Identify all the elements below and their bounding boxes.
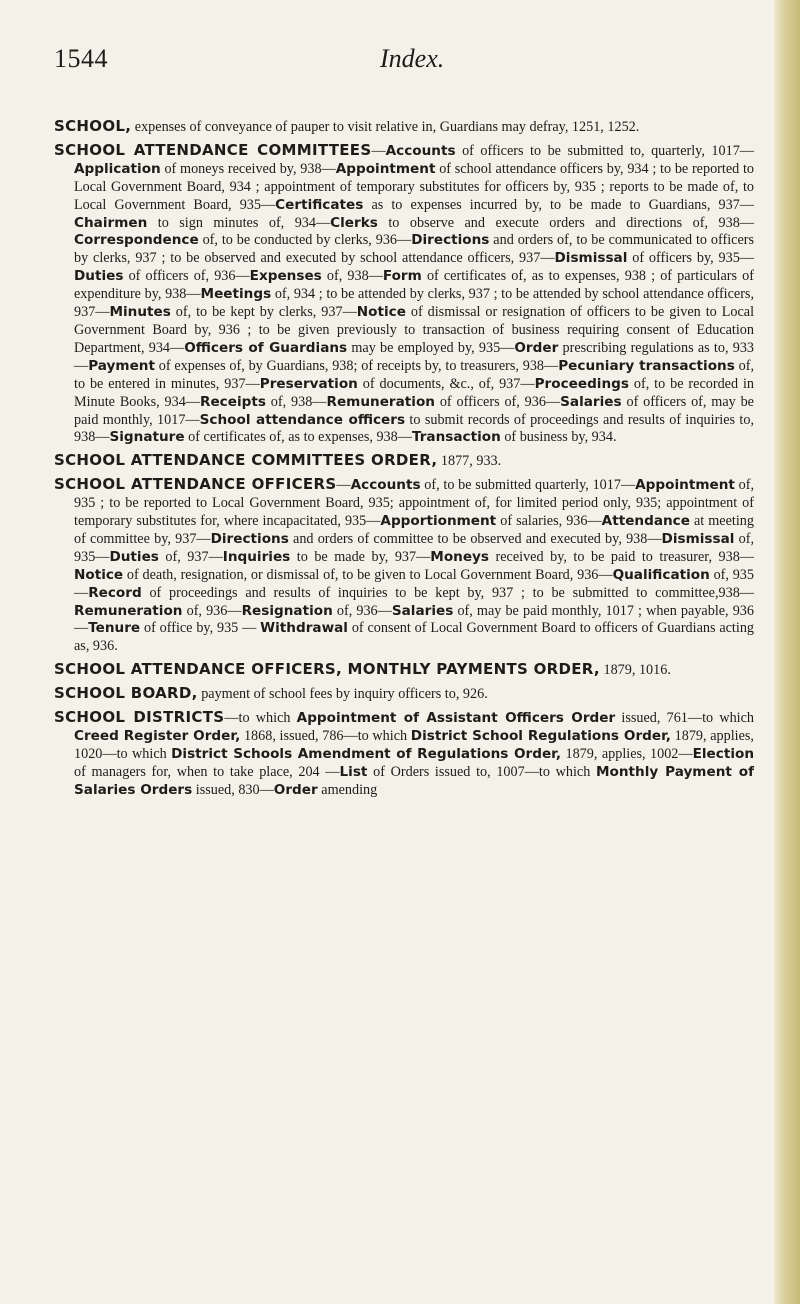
entry-text: prescribing regulations as to, 933— — [74, 339, 755, 374]
subheading: Appointment of Assistant Officers Order — [296, 710, 616, 727]
index-entry — [54, 661, 754, 680]
subheading: Appointment — [335, 160, 436, 177]
subheading: Transaction — [411, 429, 501, 446]
subheading: Order — [514, 339, 559, 356]
entry-headword: SCHOOL ATTENDANCE COMMITTEES ORDER, — [54, 451, 438, 470]
subheading: Election — [692, 745, 754, 762]
entry-text: of officers of, 936— — [434, 393, 561, 410]
index-entry — [54, 118, 754, 137]
page-number: 1544 — [54, 44, 108, 73]
subheading: District Schools Amendment of Regulations Order, — [171, 745, 562, 762]
entry-text: of salaries, 936— — [496, 513, 602, 530]
subheading: Duties — [74, 268, 124, 285]
entry-text: of consent of Local Government Board to officers of Guardians acting as, 936. — [74, 620, 755, 655]
subheading: Preservation — [259, 375, 358, 392]
entry-text: of proceedings and results of inquiries to be kept by, 937 ; to be submitted to committee,938— — [141, 584, 754, 601]
subheading: Proceedings — [534, 375, 629, 392]
entry-text: and orders of, to be communicated to officers by clerks, 937 ; to be observed and executed by school attendance officers, 937— — [74, 232, 755, 267]
entry-headword: SCHOOL ATTENDANCE OFFICERS — [54, 475, 337, 494]
entry-text: 1879, 1016. — [599, 662, 671, 679]
entry-headword: SCHOOL, — [54, 117, 132, 135]
entry-text: 1879, applies, 1020—to which — [74, 728, 754, 762]
subheading: Attendance — [601, 513, 690, 530]
entry-text: — — [371, 142, 386, 159]
subheading: Inquiries — [222, 548, 291, 565]
entry-text: of, 936— — [332, 602, 392, 619]
subheading: Directions — [411, 232, 490, 249]
subheading: Resignation — [241, 602, 333, 619]
subheading: Payment — [88, 357, 155, 374]
subheading: Dismissal — [554, 250, 628, 267]
subheading: Form — [382, 268, 422, 285]
entry-text: 1868, issued, 786—to which — [240, 728, 411, 744]
subheading: Accounts — [385, 142, 456, 159]
entry-text: of, to be submitted quarterly, 1017— — [420, 477, 636, 494]
index-entry — [54, 476, 754, 656]
entry-text: 1879, applies, 1002— — [561, 745, 693, 762]
entry-text: of, 935— — [74, 530, 754, 565]
subheading: Pecuniary transactions — [558, 357, 735, 374]
subheading: Moneys — [430, 548, 490, 565]
entry-text: of certificates of, as to expenses, 938 ; of particulars of expenditure by, 938— — [74, 268, 754, 303]
entry-text: — — [336, 477, 351, 494]
page-header — [54, 44, 754, 84]
entry-text: of, to be entered in minutes, 937— — [74, 357, 754, 392]
subheading: Notice — [356, 304, 406, 321]
subheading: Receipts — [199, 393, 266, 410]
entry-text: of officers by, 935— — [627, 250, 754, 267]
entry-text: of, 936— — [182, 602, 242, 619]
entry-headword: SCHOOL BOARD, — [54, 684, 198, 703]
subheading: Officers of Guardians — [184, 339, 348, 356]
subheading: Accounts — [350, 477, 421, 494]
subheading: Application — [74, 160, 161, 177]
entry-text: received by, to be paid to treasurer, 938— — [489, 548, 754, 565]
entry-text: expenses of conveyance of pauper to visit relative in, Guardians may defray, 1251, 1252. — [131, 119, 640, 135]
subheading: Remuneration — [326, 393, 435, 410]
entry-text: of, 938— — [265, 393, 327, 410]
entry-text: of, to be kept by clerks, 937— — [170, 304, 357, 321]
subheading: Minutes — [109, 304, 171, 321]
entry-headword: SCHOOL ATTENDANCE COMMITTEES — [54, 140, 372, 159]
entry-text: and orders of committee to be observed and executed by, 938— — [288, 530, 662, 547]
subheading: Creed Register Order, — [74, 728, 241, 744]
entry-text: of, 934 ; to be attended by clerks, 937 ; to be attended by school attendance officers, 937— — [74, 286, 754, 321]
entry-text: of certificates of, as to expenses, 938— — [184, 429, 412, 446]
entry-text: of, 937— — [158, 548, 223, 565]
entry-text: of officers to be submitted to, quarterly, 1017— — [455, 142, 754, 159]
entry-text: issued, 830— — [192, 781, 274, 798]
entry-text: of school attendance officers by, 934 ; to be reported to Local Government Board, 934 ; appointment of temporary substitutes for officers by, 935 ; reports to be made of, to Local Government Board, 935— — [74, 160, 755, 213]
subheading: Apportionment — [380, 513, 497, 530]
subheading: Certificates — [275, 196, 364, 213]
subheading: Chairmen — [74, 214, 148, 231]
entry-text: of, 935— — [74, 566, 754, 601]
entry-text: of death, resignation, or dismissal of, to be given to Local Government Board, 936— — [123, 566, 613, 583]
subheading: Directions — [210, 530, 289, 547]
index-content — [54, 118, 754, 805]
subheading: Meetings — [200, 286, 272, 303]
page-title: Index. — [380, 44, 445, 73]
subheading: Salaries — [560, 393, 622, 410]
entry-text: of expenses of, by Guardians, 938; of receipts by, to treasurers, 938— — [154, 357, 559, 374]
subheading: Appointment — [635, 477, 735, 494]
entry-text: to submit records of proceedings and results of inquiries to, 938— — [74, 411, 754, 446]
entry-text: to observe and execute orders and directions of, 938— — [377, 214, 754, 231]
entry-text: of managers for, when to take place, 204 — — [74, 763, 340, 780]
subheading: Signature — [109, 429, 185, 446]
index-entry — [54, 142, 754, 447]
subheading: Notice — [74, 566, 124, 583]
entry-text: of officers of, 936— — [123, 268, 250, 285]
entry-text: of moneys received by, 938— — [160, 160, 336, 177]
entry-text: may be employed by, 935— — [347, 339, 515, 356]
subheading: List — [339, 763, 368, 780]
entry-text: of business by, 934. — [500, 429, 617, 446]
entry-text: 1877, 933. — [437, 453, 502, 470]
index-entry — [54, 685, 754, 704]
entry-headword: SCHOOL ATTENDANCE OFFICERS, MONTHLY PAYMENTS ORDER, — [54, 660, 600, 679]
subheading: Qualification — [612, 566, 710, 583]
entry-text: of, 938— — [321, 268, 383, 285]
entry-text: of, may be paid monthly, 1017 ; when payable, 936— — [74, 602, 754, 637]
entry-text: at meeting of committee by, 937— — [74, 513, 754, 547]
entry-text: issued, 761—to which — [615, 710, 754, 727]
entry-text: of office by, 935 — — [140, 620, 261, 637]
entry-text: —to which — [224, 710, 297, 727]
subheading: Expenses — [249, 268, 322, 285]
subheading: Clerks — [330, 214, 378, 231]
subheading: Monthly Payment of Salaries Orders — [74, 763, 754, 798]
subheading: Remuneration — [74, 602, 183, 619]
subheading: Tenure — [88, 620, 141, 637]
entry-text: payment of school fees by inquiry officers to, 926. — [197, 686, 488, 703]
subheading: Dismissal — [661, 530, 735, 547]
entry-headword: SCHOOL DISTRICTS — [54, 708, 225, 727]
entry-text: of, 935 ; to be reported to Local Government Board, 935; appointment of, for limited period only, 935; appointment of temporary substitutes for, where incapacitated, 935— — [74, 477, 754, 530]
entry-text: of Orders issued to, 1007—to which — [367, 763, 596, 780]
entry-text: of documents, &c., of, 937— — [357, 375, 535, 392]
index-entry — [54, 709, 754, 800]
page-edge — [774, 0, 800, 1304]
subheading: Salaries — [391, 602, 454, 619]
subheading: Duties — [109, 548, 159, 565]
subheading: School attendance officers — [199, 411, 406, 428]
subheading: Record — [88, 584, 142, 601]
index-entry — [54, 452, 754, 471]
entry-text: to be made by, 937— — [290, 548, 431, 565]
entry-text: amending — [317, 781, 378, 798]
entry-text: of, to be recorded in Minute Books, 934— — [74, 375, 755, 410]
subheading: Withdrawal — [260, 620, 348, 637]
entry-text: of dismissal or resignation of officers to be given to Local Government Board by, 936 ; to be given previously to transaction of business requiring consent of Education Department, 934— — [74, 304, 755, 356]
entry-text: to sign minutes of, 934— — [147, 214, 331, 231]
subheading: Order — [273, 781, 318, 798]
subheading: Correspondence — [74, 232, 199, 249]
entry-text: of, to be conducted by clerks, 936— — [198, 232, 412, 249]
entry-text: as to expenses incurred by, to be made to Guardians, 937— — [363, 196, 754, 213]
subheading: District School Regulations Order, — [410, 728, 671, 744]
entry-text: of officers of, may be paid monthly, 1017— — [74, 393, 754, 428]
